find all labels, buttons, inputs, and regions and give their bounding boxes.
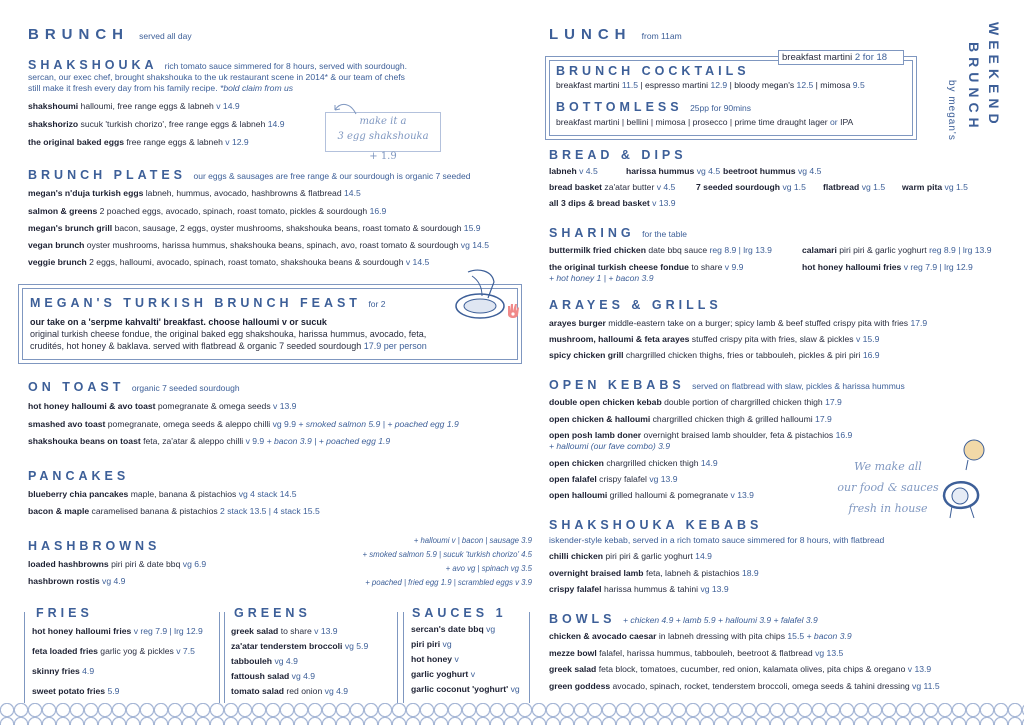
hashbrown-addon: + poached | fried egg 1.9 | scrambled eggs v 3.9: [365, 578, 532, 587]
on-toast-subtitle: organic 7 seeded sourdough: [131, 383, 240, 393]
menu-item: chicken & avocado caesar in labneh dressing with pita chips 15.5 + bacon 3.9: [549, 631, 852, 641]
menu-item: bacon & maple caramelised banana & pistachios 2 stack 13.5 | 4 stack 15.5: [28, 506, 320, 516]
menu-item: shakshouka beans on toast feta, za'atar & aleppo chilli v 9.9 + bacon 3.9 | + poached egg 1.9: [28, 436, 391, 446]
menu-item: skinny fries 4.9: [32, 666, 95, 676]
brunch-plates-title: BRUNCH PLATES our eggs & sausages are free range & our sourdough is organic 7 seeded: [28, 168, 471, 182]
menu-item: tabbouleh vg 4.9: [231, 656, 298, 666]
fries-title: FRIES: [32, 606, 97, 620]
menu-item: the original turkish cheese fondue to share v 9.9: [549, 262, 744, 272]
bold-claim: *bold claim from us: [220, 83, 294, 93]
menu-item: flatbread vg 1.5: [823, 182, 886, 192]
menu-item: mezze bowl falafel, harissa hummus, tabbouleh, beetroot & flatbread vg 13.5: [549, 648, 844, 658]
menu-item: shakshorizo sucuk 'turkish chorizo', free range eggs & labneh 14.9: [28, 119, 285, 129]
menu-item: harissa hummus vg 4.5: [626, 166, 721, 176]
hashbrown-addon: + halloumi v | bacon | sausage 3.9: [413, 536, 532, 545]
menu-item: tomato salad red onion vg 4.9: [231, 686, 349, 696]
menu-item: shakshoumi halloumi, free range eggs & labneh v 14.9: [28, 101, 240, 111]
sharing-subtitle: for the table: [642, 229, 688, 239]
hashbrowns-title: HASHBROWNS: [28, 539, 161, 553]
lamb-addon: + halloumi (our fave combo) 3.9: [549, 441, 671, 451]
menu-item: all 3 dips & bread basket v 13.9: [549, 198, 676, 208]
menu-item: hot honey halloumi & avo toast pomegranate & omega seeds v 13.9: [28, 401, 297, 411]
hamsa-icon: [506, 302, 520, 320]
menu-item: megan's brunch grill bacon, sausage, 2 eggs, oyster mushrooms, shakshouka beans, roast tomato & sourdough 15.9: [28, 223, 481, 233]
feast-illustration-icon: [448, 262, 512, 326]
menu-item: crispy falafel harissa hummus & tahini vg 13.9: [549, 584, 729, 594]
open-kebabs-title: OPEN KEBABS served on flatbread with slaw, pickles & harissa hummus: [549, 378, 905, 392]
sharing-addon: + hot honey 1 | + bacon 3.9: [549, 273, 654, 283]
feast-line-1: our take on a 'serpme kahvalti' breakfast. choose halloumi v or sucuk: [30, 317, 327, 327]
martini-tag-text: breakfast martini 2 for 18: [782, 52, 888, 63]
menu-item: greek salad to share v 13.9: [231, 626, 338, 636]
brunch-title: BRUNCH served all day: [28, 26, 192, 43]
bowls-title: BOWLS + chicken 4.9 + lamb 5.9 + halloumi 3.9 + falafel 3.9: [549, 612, 818, 626]
hashbrown-addon: + avo vg | spinach vg 3.5: [445, 564, 532, 573]
menu-item: hot honey halloumi fries v reg 7.9 | lrg 12.9: [802, 262, 973, 272]
tile-pattern-border: [0, 703, 1024, 725]
menu-item: za'atar tenderstem broccoli vg 5.9: [231, 641, 369, 651]
shakshouka-kebabs-subtitle: iskender-style kebab, served in a rich tomato sauce simmered for 8 hours, with flatbread: [549, 535, 885, 545]
sharing-title: SHARING for the table: [549, 226, 688, 240]
egg-note-1: make it a: [359, 116, 407, 127]
menu-item: open posh lamb doner overnight braised lamb shoulder, feta & pistachios 16.9: [549, 430, 853, 440]
lunch-title: LUNCH from 11am: [549, 26, 682, 43]
brunch-subtitle: served all day: [139, 31, 192, 41]
bottomless-subtitle: 25pp for 90mins: [690, 103, 752, 113]
shakshouka-title: SHAKSHOUKA rich tomato sauce simmered for 8 hours, served with sourdough.: [28, 58, 407, 72]
menu-item: loaded hashbrowns piri piri & date bbq vg 6.9: [28, 559, 207, 569]
feast-price: 17.9 per person: [363, 341, 427, 351]
brand-by-megans: by megan's: [946, 80, 957, 141]
menu-item: piri piri vg: [411, 639, 452, 649]
fresh-note-2: our food & sauces: [837, 481, 939, 494]
menu-item: hashbrown rostis vg 4.9: [28, 576, 126, 586]
feast-title: MEGAN'S TURKISH BRUNCH FEAST for 2: [30, 296, 386, 310]
menu-item: open falafel crispy falafel vg 13.9: [549, 474, 678, 484]
menu-item: mushroom, halloumi & feta arayes stuffed crispy pita with fries, slaw & pickles v 15.9: [549, 334, 880, 344]
egg-note-2: 3 egg shakshouka: [337, 131, 429, 142]
menu-item: megan's n'duja turkish eggs labneh, hummus, avocado, hashbrowns & flatbread 14.5: [28, 188, 361, 198]
bowls-addons: + chicken 4.9 + lamb 5.9 + halloumi 3.9 + falafel 3.9: [623, 615, 818, 625]
menu-item: spicy chicken grill chargrilled chicken thighs, fries or tabbouleh, pickles & piri piri 16.9: [549, 350, 880, 360]
menu-item: arayes burger middle-eastern take on a burger; spicy lamb & beef stuffed crispy pita with fries 17.9: [549, 318, 928, 328]
menu-item: calamari piri piri & garlic yoghurt reg 8.9 | lrg 13.9: [802, 245, 992, 255]
menu-item: feta loaded fries garlic yog & pickles v 7.5: [32, 646, 195, 656]
greens-title: GREENS: [230, 606, 315, 620]
shakshouka-subtitle: rich tomato sauce simmered for 8 hours, served with sourdough.: [164, 61, 407, 71]
menu-item: hot honey halloumi fries v reg 7.9 | lrg 12.9: [32, 626, 203, 636]
arayes-title: ARAYES & GRILLS: [549, 298, 722, 312]
menu-item: chilli chicken piri piri & garlic yoghurt 14.9: [549, 551, 712, 561]
menu-item: the original baked eggs free range eggs & labneh v 12.9: [28, 137, 249, 147]
menu-item: buttermilk fried chicken date bbq sauce reg 8.9 | lrg 13.9: [549, 245, 772, 255]
menu-item: double open chicken kebab double portion of chargrilled chicken thigh 17.9: [549, 397, 842, 407]
menu-item: fattoush salad vg 4.9: [231, 671, 316, 681]
menu-item: warm pita vg 1.5: [902, 182, 968, 192]
menu-item: beetroot hummus vg 4.5: [723, 166, 822, 176]
brand-brunch: BRUNCH: [966, 42, 982, 133]
feast-subtitle: for 2: [368, 299, 386, 309]
fresh-note-3: fresh in house: [848, 502, 928, 515]
menu-item: overnight braised lamb feta, labneh & pistachios 18.9: [549, 568, 759, 578]
menu-item: 7 seeded sourdough vg 1.5: [696, 182, 806, 192]
menu-item: veggie brunch 2 eggs, halloumi, avocado, spinach, roast tomato, shakshouka beans & sourdough v 14.5: [28, 257, 430, 267]
menu-item: salmon & greens 2 poached eggs, avocado, spinach, roast tomato, pickles & sourdough 16.9: [28, 206, 387, 216]
bottomless-list: breakfast martini | bellini | mimosa | prosecco | prime time draught lager or IPA: [556, 117, 854, 127]
chef-illustration-icon: [930, 436, 996, 522]
menu-item: garlic yoghurt v: [411, 669, 475, 679]
bottomless-title: BOTTOMLESS 25pp for 90mins: [556, 100, 752, 114]
lunch-subtitle: from 11am: [641, 31, 682, 41]
feast-line-3: crudités, hot honey & baklava. served with flatbread & organic 7 seeded sourdough 17.9 per person: [30, 341, 427, 351]
menu-item: greek salad feta block, tomatoes, cucumber, red onion, kalamata olives, pita chips & oregano v 13.9: [549, 664, 932, 674]
cocktails-title: BRUNCH COCKTAILS: [556, 64, 750, 78]
menu-item: labneh v 4.5: [549, 166, 598, 176]
brunch-plates-subtitle: our eggs & sausages are free range & our sourdough is organic 7 seeded: [193, 171, 471, 181]
open-kebabs-subtitle: served on flatbread with slaw, pickles & harissa hummus: [692, 381, 905, 391]
shakshouka-intro: sercan, our exec chef, brought shakshouka to the uk restaurant scene in 2014* & our team of chefs: [28, 72, 405, 82]
menu-item: bread basket za'atar butter v 4.5: [549, 182, 676, 192]
menu-item: green goddess avocado, spinach, rocket, tenderstem broccoli, omega seeds & tahini dressing vg 11.5: [549, 681, 940, 691]
menu-item: garlic coconut 'yoghurt' vg: [411, 684, 520, 694]
egg-note-3: + 1.9: [369, 151, 397, 162]
menu-item: open halloumi grilled halloumi & pomegranate v 13.9: [549, 490, 754, 500]
sauces-title: SAUCES 1: [408, 606, 511, 620]
brand-weekend: WEEKEND: [986, 22, 1002, 129]
menu-item: open chicken chargrilled chicken thigh 14.9: [549, 458, 718, 468]
pancakes-title: PANCAKES: [28, 469, 130, 483]
menu-item: blueberry chia pancakes maple, banana & pistachios vg 4 stack 14.5: [28, 489, 297, 499]
menu-item: hot honey v: [411, 654, 459, 664]
menu-item: sercan's date bbq vg: [411, 624, 496, 634]
curved-arrow-icon: [332, 100, 358, 116]
menu-item: open chicken & halloumi chargrilled chicken thigh & grilled halloumi 17.9: [549, 414, 832, 424]
shakshouka-intro-2: still make it fresh every day from his family recipe. *bold claim from us: [28, 83, 294, 93]
bread-dips-title: BREAD & DIPS: [549, 148, 687, 162]
cocktail-list: breakfast martini 11.5 | espresso martini 12.9 | bloody megan's 12.5 | mimosa 9.5: [556, 80, 865, 90]
menu-item: smashed avo toast pomegranate, omega seeds & aleppo chilli vg 9.9 + smoked salmon 5.9 | + poached egg 1.9: [28, 419, 459, 429]
hashbrown-addon: + smoked salmon 5.9 | sucuk 'turkish chorizo' 4.5: [362, 550, 532, 559]
fresh-note-1: We make all: [854, 460, 922, 473]
on-toast-title: ON TOAST organic 7 seeded sourdough: [28, 380, 240, 394]
menu-item: sweet potato fries 5.9: [32, 686, 120, 696]
feast-line-2: original turkish cheese fondue, the original baked egg shakshouka, harissa hummus, avocado, feta,: [30, 329, 427, 339]
shakshouka-kebabs-title: SHAKSHOUKA KEBABS: [549, 518, 763, 532]
menu-item: vegan brunch oyster mushrooms, harissa hummus, shakshouka beans, spinach, avo, roast tomato & sourdough vg 14.5: [28, 240, 489, 250]
